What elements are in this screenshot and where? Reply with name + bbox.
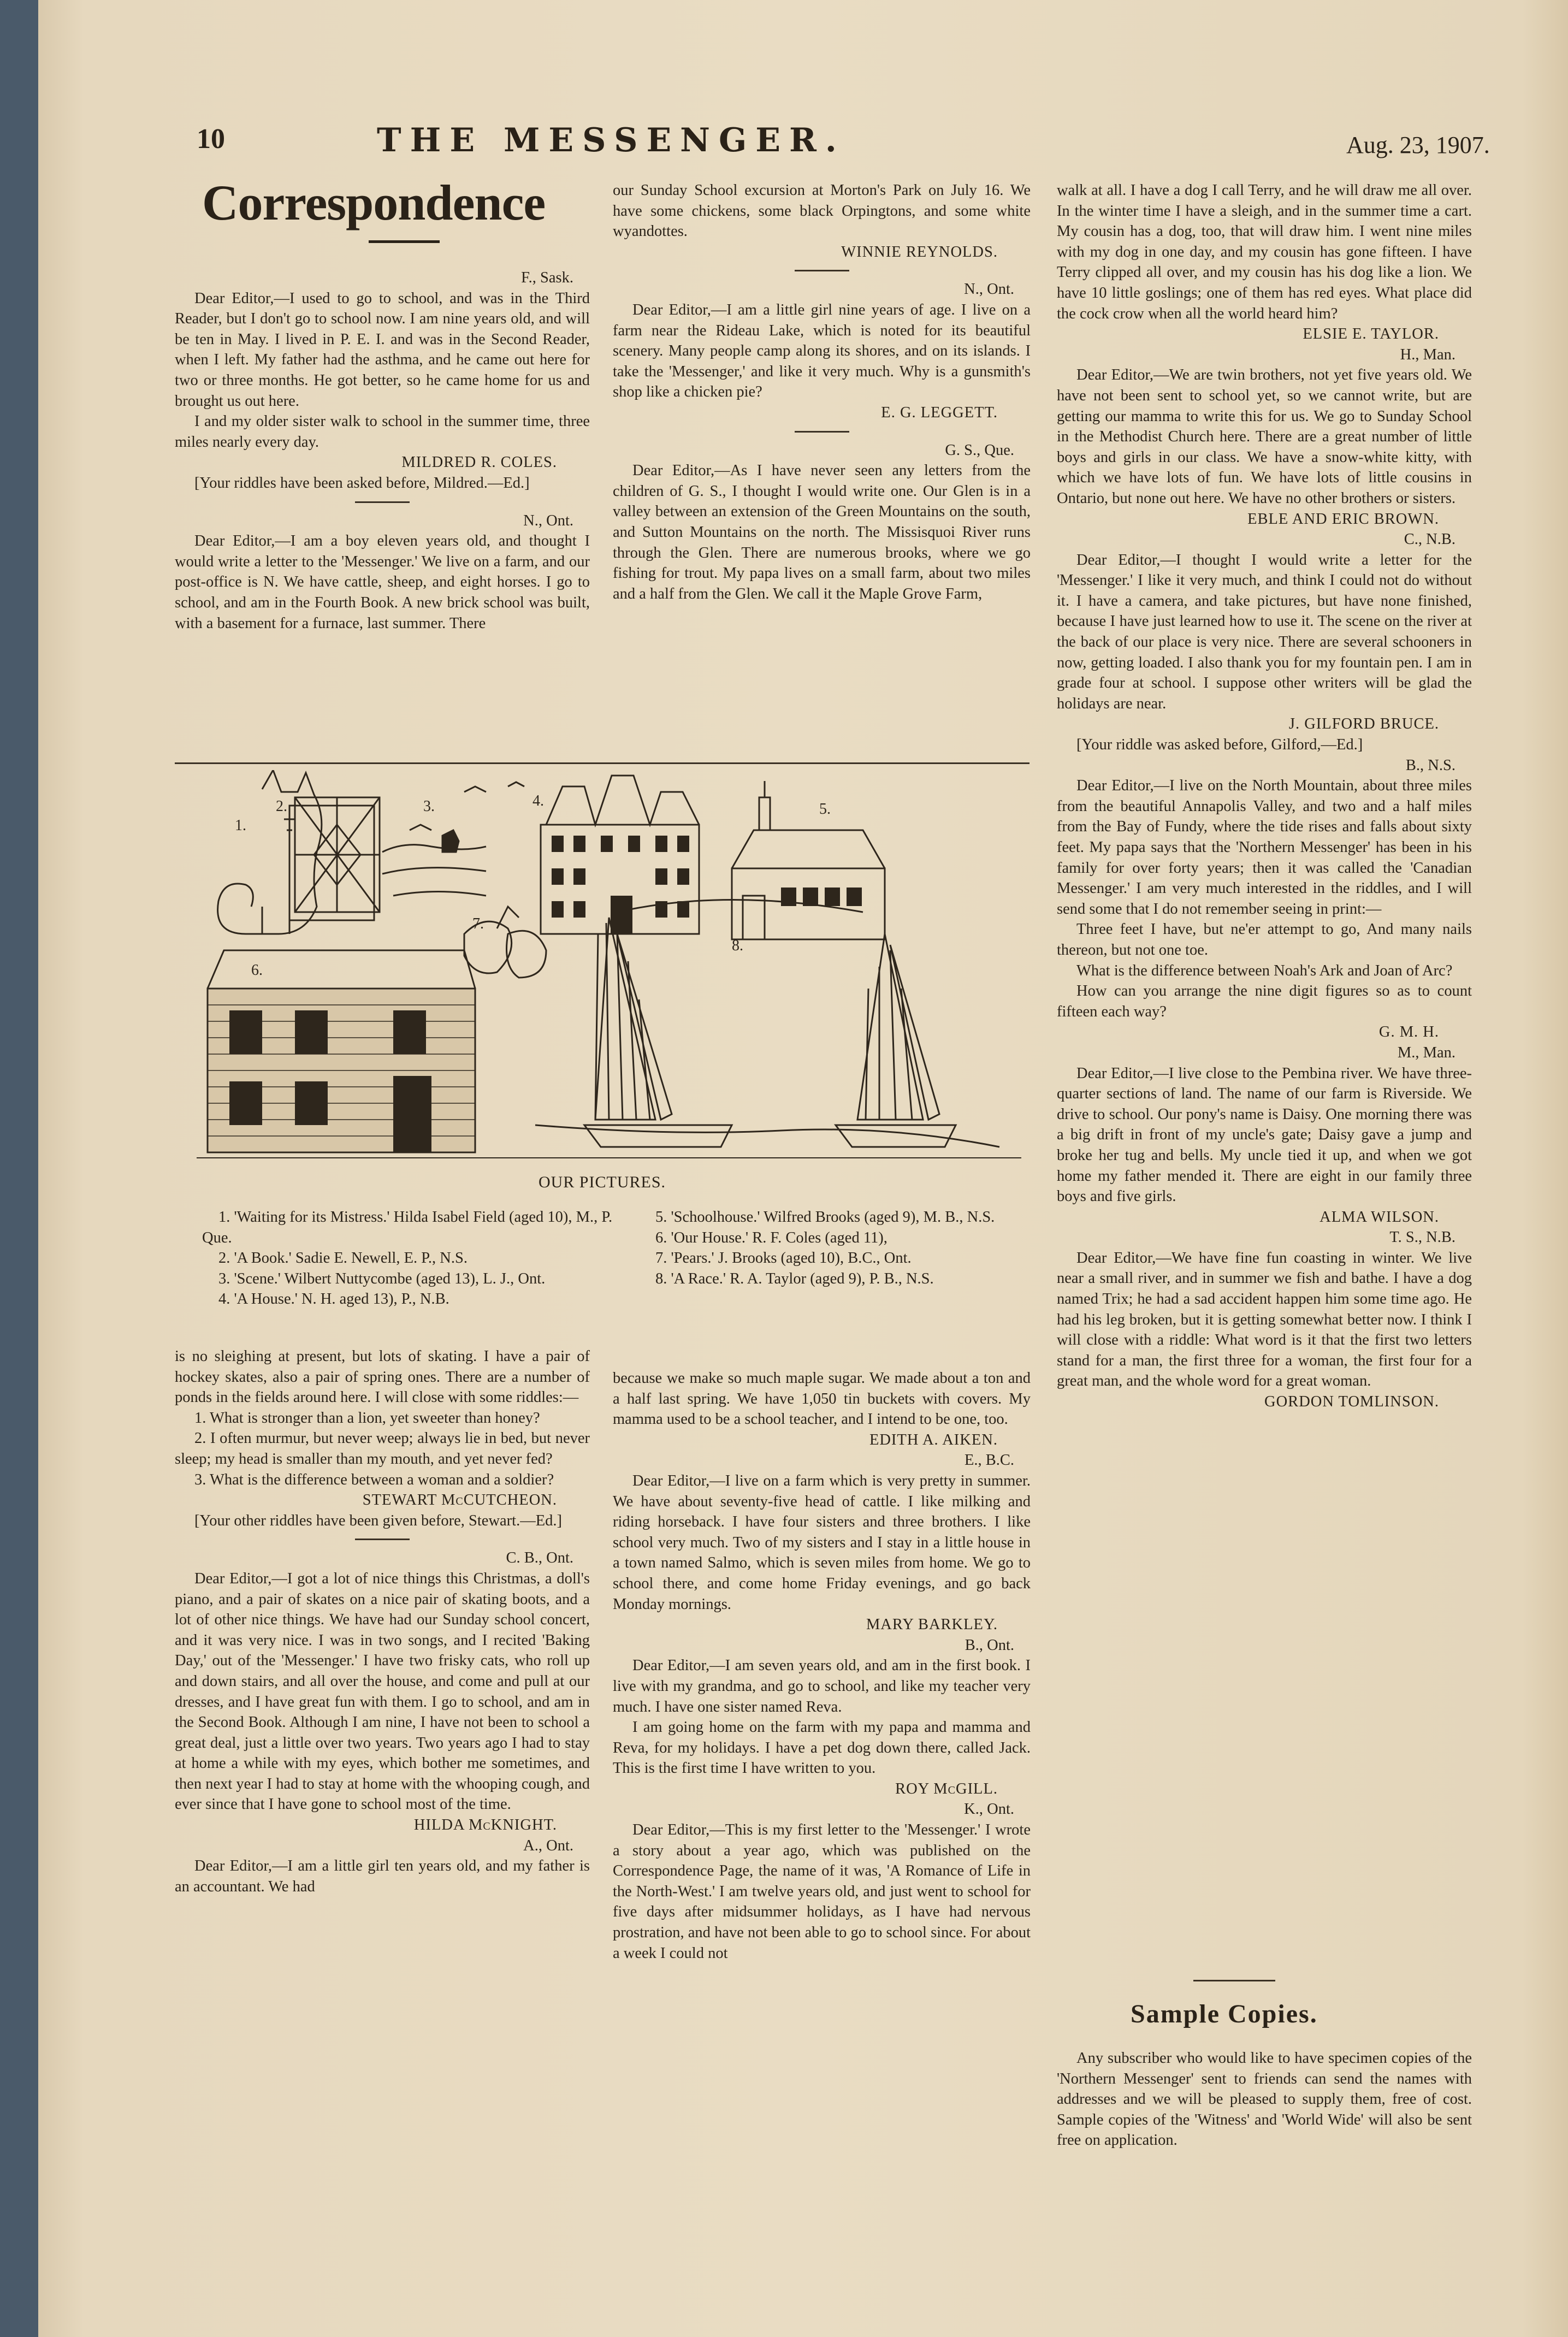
book-drawing bbox=[289, 797, 380, 920]
letter-divider bbox=[795, 270, 849, 271]
letter-paragraph: Dear Editor,—I used to go to school, and was in the Third Reader, but I don't go to school now. I am nine years old, and will be ten in May. I lived in P. E. I. and was in the Second Reader, when I left. My father had the asthma, and he came out here for two or three months. He got better, so he came home for us and brought us out here. bbox=[175, 289, 590, 410]
column-3 bbox=[1057, 180, 1472, 1412]
letter-signature: MILDRED R. COLES. bbox=[401, 454, 557, 471]
letter-paragraph: 1. What is stronger than a lion, yet sweeter than honey? bbox=[194, 1409, 540, 1427]
brick-house-drawing bbox=[208, 950, 475, 1152]
our-pictures-illustration bbox=[180, 770, 1027, 1159]
letter-location: G. S., Que. bbox=[945, 441, 1014, 459]
letter-location: A., Ont. bbox=[523, 1837, 573, 1854]
letter-divider bbox=[355, 501, 410, 503]
picture-label-3: 3. bbox=[423, 798, 435, 815]
letter-divider bbox=[795, 431, 849, 433]
letter-paragraph: Dear Editor,—I thought I would write a letter for the 'Messenger.' I like it very much, and think I could not do without it. I have a camera, and take pictures, but have none finished, because I have just learned how to use it. The scene on the river at the back of our place is very nice. There are several schooners in now, getting loaded. I also thank you for my fountain pen. I am in grade four at school. I suppose other writers will be glad the holidays are near. bbox=[1057, 551, 1472, 712]
letter-paragraph: 2. I often murmur, but never weep; always lie in bed, but never sleep; my head is smaller than my mouth, and yet never fed? bbox=[175, 1430, 590, 1468]
picture-credit: 1. 'Waiting for its Mistress.' Hilda Isabel Field (aged 10), M., P. Que. bbox=[202, 1209, 613, 1246]
picture-credit: 6. 'Our House.' R. F. Coles (aged 11), bbox=[655, 1229, 887, 1246]
pictures-caption: OUR PICTURES. bbox=[538, 1173, 666, 1191]
picture-label-7: 7. bbox=[472, 915, 484, 932]
column-1-top bbox=[175, 268, 590, 634]
letter-location: T. S., N.B. bbox=[1389, 1229, 1455, 1246]
letter-location: C. B., Ont. bbox=[506, 1549, 573, 1567]
scene-drawing bbox=[382, 782, 524, 896]
letter-paragraph: Dear Editor,—I live close to the Pembina river. We have three-quarter sections of land. The name of our farm is Riverside. We drive to school. Our pony's name is Daisy. One morning there was a big drift in front of my uncle's gate; Daisy gave a jump and broke her tug and bells. My uncle tied it up, and when we got home my father mended it. There are eight in our family three boys and five girls. bbox=[1057, 1064, 1472, 1205]
column-1-bottom bbox=[175, 1346, 590, 1897]
sample-copies-title: Sample Copies. bbox=[1131, 1999, 1318, 2028]
sample-copies-rule bbox=[1193, 1980, 1275, 1981]
column-2-top bbox=[613, 180, 1031, 604]
picture-label-2: 2. bbox=[276, 798, 287, 815]
letter-paragraph: Dear Editor,—We are twin brothers, not yet five years old. We have not been sent to school yet, so we cannot write, but are getting our mamma to write this for us. We go to Sunday School in the Methodist Church here. There are a great number of little boys and girls in our class. We have a snow-white kitty, with which we have lots of fun. We have lots of little cousins in Ontario, but none out here. We have no other brothers or sisters. bbox=[1057, 366, 1472, 507]
picture-credit: 2. 'A Book.' Sadie E. Newell, E. P., N.S. bbox=[218, 1250, 468, 1267]
letter-location: E., B.C. bbox=[964, 1452, 1014, 1469]
letter-paragraph: is no sleighing at present, but lots of skating. I have a pair of hockey skates, also a pair of spring ones. There are a number of ponds in the fields around here. I will close with some riddles:— bbox=[175, 1348, 590, 1406]
letter-signature: E. G. LEGGETT. bbox=[881, 404, 998, 421]
letter-paragraph: 3. What is the difference between a woman and a soldier? bbox=[194, 1471, 554, 1488]
letter-location: C., N.B. bbox=[1404, 531, 1455, 548]
letter-paragraph: Dear Editor,—I live on a farm which is very pretty in summer. We have about seventy-five head of cattle. I like milking and riding horseback. I have four sisters and three brothers. I like school very much. Two of my sisters and I stay in a little house in a town named Salmo, which is seven miles from home. We go to school there, and come home Friday evenings, and go back Monday mornings. bbox=[613, 1472, 1031, 1613]
letter-signature: ROY McGILL. bbox=[895, 1780, 998, 1797]
newspaper-page bbox=[38, 0, 1568, 2337]
picture-credits-right bbox=[639, 1207, 1038, 1289]
letter-signature: ALMA WILSON. bbox=[1320, 1208, 1439, 1226]
picture-label-1: 1. bbox=[235, 817, 246, 834]
letter-paragraph: Dear Editor,—We have fine fun coasting in winter. We live near a small river, and in summer we fish and bathe. I have a dog named Trix; he had a sad accident happen him some time ago. He had his leg broken, but it is getting somewhat better now. I think I will close with a riddle: What word is it that the first two letters stand for a man, the first three for a woman, the first four for a great man, and the whole word for a great woman. bbox=[1057, 1249, 1472, 1390]
letter-signature: STEWART McCUTCHEON. bbox=[362, 1492, 557, 1509]
letter-location: N., Ont. bbox=[964, 281, 1014, 298]
letter-paragraph: I and my older sister walk to school in the summer time, three miles nearly every day. bbox=[175, 413, 590, 451]
letter-location: H., Man. bbox=[1400, 346, 1455, 363]
house-drawing bbox=[541, 776, 699, 934]
editor-note: [Your other riddles have been given before, Stewart.—Ed.] bbox=[194, 1512, 562, 1529]
letter-paragraph: Dear Editor,—I am a little girl ten years old, and my father is an accountant. We had bbox=[175, 1857, 590, 1895]
picture-credit: 4. 'A House.' N. H. aged 13), P., N.B. bbox=[218, 1291, 449, 1308]
letter-signature: MARY BARKLEY. bbox=[866, 1616, 998, 1634]
column-2-bottom bbox=[613, 1368, 1031, 1963]
letter-signature: G. M. H. bbox=[1378, 1023, 1439, 1041]
masthead-title: THE MESSENGER. bbox=[377, 121, 845, 159]
letter-paragraph: because we make so much maple sugar. We made about a ton and a half last spring. We have 1,050 tin buckets with covers. My mamma used to be a school teacher, and I intend to be one, too. bbox=[613, 1370, 1031, 1428]
cat-drawing bbox=[218, 770, 322, 934]
letter-paragraph: Dear Editor,—As I have never seen any letters from the children of G. S., I thought I would write one. Our Glen is in a valley between an extension of the Green Mountains on the south, and Sutton Mountains on the north. The Missisquoi River runs through the Glen. There are numerous brooks, where we go fishing for trout. My papa lives on a small farm, about two miles and a half from the Glen. We call it the Maple Grove Farm, bbox=[613, 462, 1031, 602]
letter-paragraph: I am going home on the farm with my papa and mamma and Reva, for my holidays. I have a pet dog down there, called Jack. This is the first time I have written to you. bbox=[613, 1719, 1031, 1777]
letter-location: F., Sask. bbox=[521, 269, 573, 286]
picture-credits-left bbox=[202, 1207, 617, 1310]
editor-note: [Your riddle was asked before, Gilford,—Ed.] bbox=[1076, 736, 1363, 754]
letter-divider bbox=[355, 1539, 410, 1540]
page-number: 10 bbox=[197, 123, 225, 155]
picture-credit: 3. 'Scene.' Wilbert Nuttycombe (aged 13), L. J., Ont. bbox=[218, 1270, 546, 1287]
letter-paragraph: walk at all. I have a dog I call Terry, and he will draw me all over. In the winter time I have a sleigh, and in the summer time a cart. My cousin has a dog, too, that will draw him. I went nine miles with my dog in one day, and my cousin has gone fifteen. I have Terry clipped all over, and my cousin has his dog like a lion. We have 10 little goslings; one of them has red eyes. What place did the cock crow when all the world heard him? bbox=[1057, 182, 1472, 322]
letter-paragraph: How can you arrange the nine digit figures so as to count fifteen each way? bbox=[1057, 983, 1472, 1020]
letter-signature: EDITH A. AIKEN. bbox=[869, 1431, 998, 1448]
letter-location: K., Ont. bbox=[964, 1801, 1014, 1818]
picture-label-4: 4. bbox=[532, 792, 544, 809]
title-underline bbox=[369, 240, 440, 243]
sample-copies-notice bbox=[1057, 2048, 1472, 2151]
letter-location: M., Man. bbox=[1397, 1044, 1455, 1061]
letter-paragraph: our Sunday School excursion at Morton's Park on July 16. We have some chickens, some black Orpingtons, and some white wyandottes. bbox=[613, 182, 1031, 240]
letter-location: N., Ont. bbox=[523, 512, 573, 529]
letter-signature: GORDON TOMLINSON. bbox=[1264, 1393, 1439, 1411]
sample-copies-body: Any subscriber who would like to have specimen copies of the 'Northern Messenger' sent to friends can send the names with addresses and we will be pleased to supply them, free of cost. Sample copies of the 'Witness' and 'World Wide' will also be sent free on application. bbox=[1057, 2050, 1472, 2149]
picture-credit: 8. 'A Race.' R. A. Taylor (aged 9), P. B., N.S. bbox=[655, 1270, 934, 1287]
letter-signature: WINNIE REYNOLDS. bbox=[841, 243, 998, 261]
picture-label-6: 6. bbox=[251, 962, 263, 979]
picture-credit: 5. 'Schoolhouse.' Wilfred Brooks (aged 9), M. B., N.S. bbox=[655, 1209, 995, 1226]
letter-paragraph: Dear Editor,—This is my first letter to the 'Messenger.' I wrote a story about a year ago, which was published on the Correspondence Page, the name of it was, 'A Romance of Life in the North-West.' I am twelve years old, and just went to school for five days after midsummer holidays, as I have had nervous prostration, and have not been able to go to school since. For about a week I could not bbox=[613, 1821, 1031, 1962]
letter-paragraph: Three feet I have, but ne'er attempt to go, And many nails thereon, but not one toe. bbox=[1057, 921, 1472, 959]
letter-location: B., Ont. bbox=[965, 1636, 1014, 1654]
letter-paragraph: Dear Editor,—I got a lot of nice things this Christmas, a doll's piano, and a pair of skates on a nice pair of skating boots, and a lot of other nice things. We have had our Sunday school concert, and it was very nice. I was in two songs, and I recited 'Baking Day,' out of the 'Messenger.' I have two frisky cats, who roll up and down stairs, and all over the house, and come and pull at our dresses, and I have great fun with them. I go to school, and am in the Second Book. Although I am nine, I have not been to school a great deal, just a little over two years. Two years ago I had to stay at home a while with my eyes, which bother me sometimes, and then next year I had to stay at home with the whooping cough, and ever since that I have gone to school most of the time. bbox=[175, 1570, 590, 1813]
letter-signature: J. GILFORD BRUCE. bbox=[1288, 715, 1439, 733]
letter-signature: EBLE AND ERIC BROWN. bbox=[1247, 510, 1439, 528]
letter-paragraph: Dear Editor,—I am a boy eleven years old, and thought I would write a letter to the 'Messenger.' We live on a farm, and our post-office is N. We have cattle, sheep, and eight horses. I go to school, and am in the Fourth Book. A new brick school was built, with a basement for a furnace, last summer. There bbox=[175, 533, 590, 632]
sailboats-drawing bbox=[535, 900, 999, 1147]
letter-location: B., N.S. bbox=[1405, 756, 1455, 774]
editor-note: [Your riddles have been asked before, Mildred.—Ed.] bbox=[194, 474, 530, 492]
letter-paragraph: What is the difference between Noah's Ark and Joan of Arc? bbox=[1076, 962, 1453, 979]
letter-paragraph: Dear Editor,—I am a little girl nine years of age. I live on a farm near the Rideau Lake, which is noted for its beautiful scenery. Many people camp along its shores, and on its islands. I take the 'Messenger,' and like it very much. Why is a gunsmith's shop like a chicken pie? bbox=[613, 301, 1031, 401]
schoolhouse-drawing bbox=[732, 781, 885, 939]
picture-label-8: 8. bbox=[732, 937, 743, 954]
section-title: Correspondence bbox=[202, 175, 546, 230]
picture-label-5: 5. bbox=[819, 801, 831, 818]
letter-signature: ELSIE E. TAYLOR. bbox=[1303, 326, 1439, 343]
letter-signature: HILDA McKNIGHT. bbox=[413, 1817, 557, 1834]
picture-credit: 7. 'Pears.' J. Brooks (aged 10), B.C., Ont. bbox=[655, 1250, 912, 1267]
picture-section-rule bbox=[175, 762, 1029, 764]
letter-paragraph: Dear Editor,—I live on the North Mountain, about three miles from the beautiful Annapolis Valley, and two and a half miles from the Bay of Fundy, where the tide rises and falls about sixty feet. My papa says that the 'Northern Messenger' has been in his family for over forty years; then it was called the 'Canadian Messenger.' I am very much interested in the riddles, and I will send some that I do not remember seeing in print:— bbox=[1057, 777, 1472, 918]
letter-paragraph: Dear Editor,—I am seven years old, and am in the first book. I live with my grandma, and go to school, and like my teacher very much. I have one sister named Reva. bbox=[613, 1657, 1031, 1715]
issue-date: Aug. 23, 1907. bbox=[1346, 132, 1490, 158]
